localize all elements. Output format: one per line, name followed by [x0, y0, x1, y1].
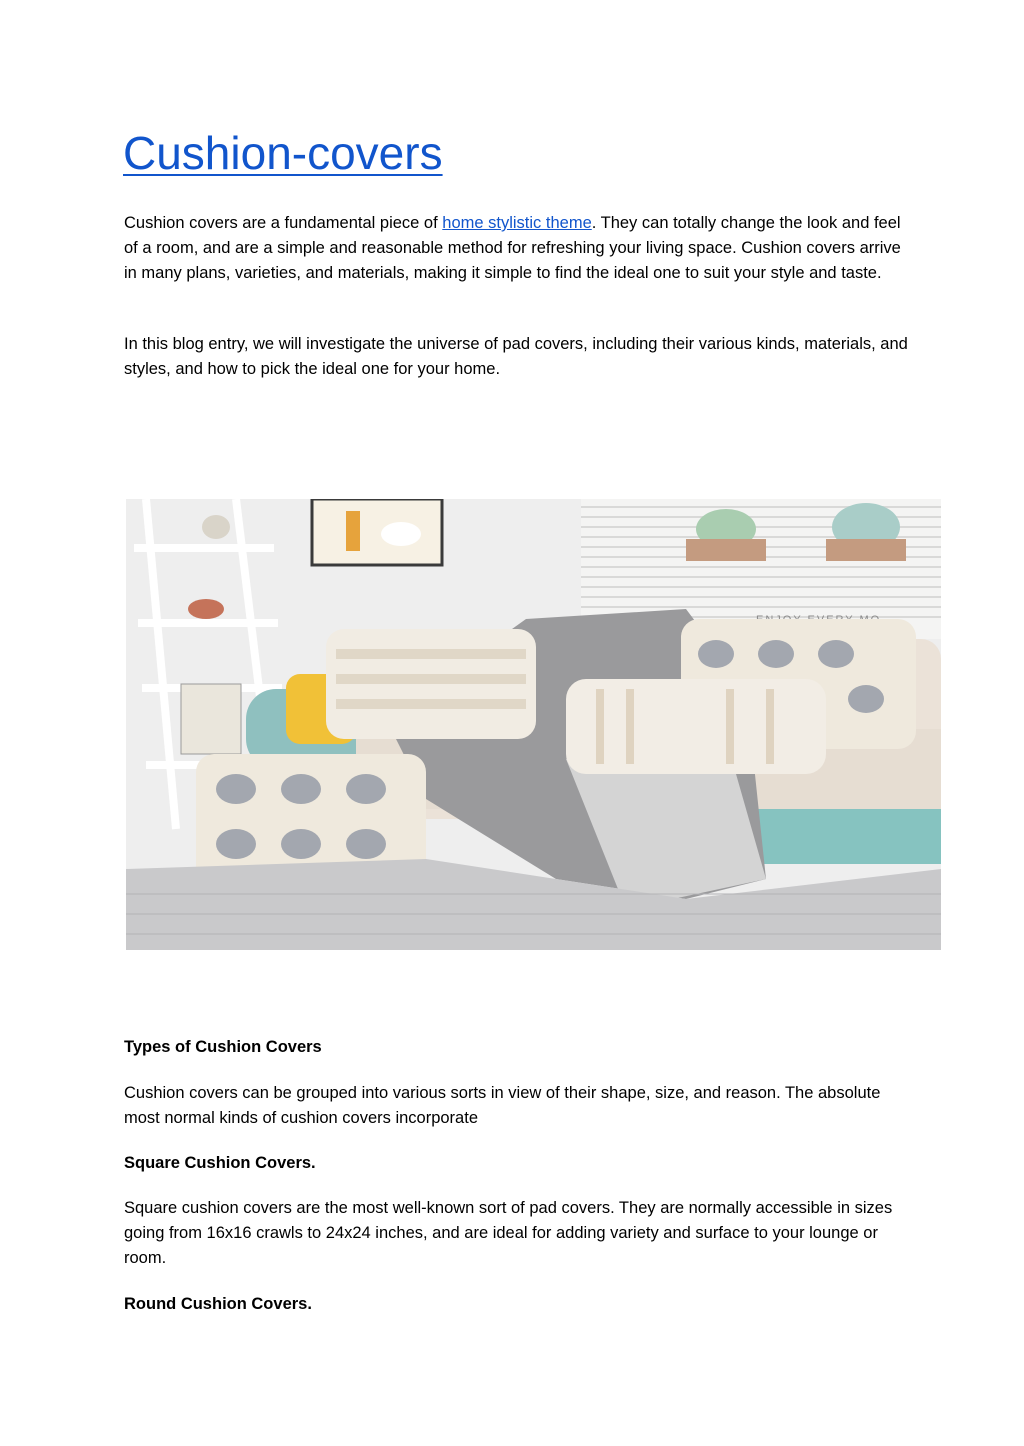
intro-paragraph-2: In this blog entry, we will investigate the universe of pad covers, including their various kinds, materials, and styles, and how to pick the ideal one for your home.	[124, 335, 908, 378]
section-heading-round: Round Cushion Covers.	[124, 1295, 312, 1313]
home-stylistic-theme-link[interactable]: home stylistic theme	[442, 214, 592, 232]
section-heading-square: Square Cushion Covers.	[124, 1154, 316, 1172]
section-heading-types: Types of Cushion Covers	[124, 1038, 322, 1056]
section-body-types: Cushion covers can be grouped into various sorts in view of their shape, size, and reason. The absolute most normal kinds of cushion covers incorporate	[124, 1084, 881, 1127]
section-body-square: Square cushion covers are the most well-known sort of pad covers. They are normally accessible in sizes going from 16x16 crawls to 24x24 inches, and are ideal for adding variety and surface to your lounge or room.	[124, 1199, 893, 1267]
intro-paragraph	[124, 211, 914, 286]
cushion-covers-photo	[126, 499, 941, 950]
intro-text-before: Cushion covers are a fundamental piece of	[124, 214, 443, 232]
page-title-link[interactable]: Cushion-covers	[123, 127, 443, 179]
intro-text-after: . They can totally change the look and feel of a room, and are a simple and reasonable method for refreshing your living space. Cushion covers arrive in many plans, varieties, and materials, making it simple to find the ideal one to suit your style and taste.	[124, 214, 901, 282]
